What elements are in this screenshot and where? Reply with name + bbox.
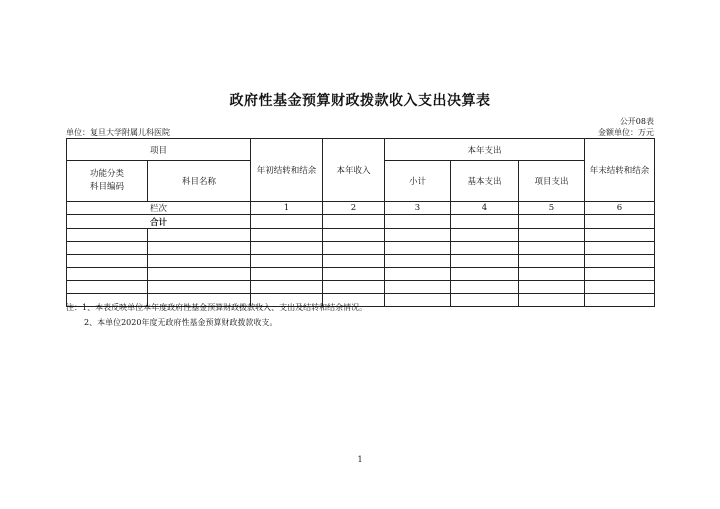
index-col-1: 1 [251, 202, 323, 215]
table-cell [251, 268, 323, 281]
table-cell [385, 255, 451, 268]
header-current-expense: 本年支出 [385, 139, 585, 161]
table-cell [148, 268, 251, 281]
total-row-label: 合计 [67, 215, 251, 229]
table-cell [585, 268, 655, 281]
table-cell [148, 281, 251, 294]
table-cell [323, 255, 385, 268]
table-cell [251, 242, 323, 255]
header-subject-name: 科目名称 [148, 161, 251, 202]
total-cell [385, 215, 451, 229]
table-cell [148, 242, 251, 255]
table-cell [251, 281, 323, 294]
total-cell [251, 215, 323, 229]
page-title: 政府性基金预算财政拨款收入支出决算表 [229, 93, 491, 109]
amount-unit-label: 金额单位：万元 [598, 128, 654, 137]
table-cell [585, 255, 655, 268]
table-cell [67, 268, 148, 281]
table-cell [519, 242, 585, 255]
note-2: 2、本单位2020年度无政府性基金预算财政拨款收支。 [84, 318, 278, 327]
header-function-code-line2: 科目编码 [89, 182, 124, 192]
table-cell [251, 255, 323, 268]
table-cell [451, 294, 519, 307]
table-cell [519, 294, 585, 307]
table-row [67, 255, 655, 268]
index-col-5: 5 [519, 202, 585, 215]
table-cell [585, 229, 655, 242]
table-row [67, 281, 655, 294]
table-cell [585, 242, 655, 255]
header-begin-balance: 年初结转和结余 [251, 139, 323, 202]
table-cell [585, 281, 655, 294]
header-subtotal: 小计 [385, 161, 451, 202]
index-col-6: 6 [585, 202, 655, 215]
header-function-code-line1: 功能分类 [89, 169, 124, 179]
table-cell [451, 281, 519, 294]
index-col-4: 4 [451, 202, 519, 215]
header-end-balance: 年末结转和结余 [585, 139, 655, 202]
table-cell [323, 242, 385, 255]
table-cell [323, 229, 385, 242]
table-row [67, 268, 655, 281]
table-cell [385, 229, 451, 242]
table-cell [67, 242, 148, 255]
header-current-income: 本年收入 [323, 139, 385, 202]
table-cell [519, 255, 585, 268]
total-cell [451, 215, 519, 229]
table-cell [519, 268, 585, 281]
index-col-2: 2 [323, 202, 385, 215]
table-cell [451, 255, 519, 268]
total-cell [519, 215, 585, 229]
table-cell [385, 242, 451, 255]
table-cell [148, 229, 251, 242]
total-cell [585, 215, 655, 229]
table-cell [323, 281, 385, 294]
table-cell [323, 268, 385, 281]
table-cell [519, 229, 585, 242]
table-cell [67, 255, 148, 268]
index-row-label: 栏次 [67, 202, 251, 215]
table-row [67, 242, 655, 255]
table-cell [67, 229, 148, 242]
table-cell [385, 294, 451, 307]
table-cell [148, 255, 251, 268]
header-basic-expense: 基本支出 [451, 161, 519, 202]
header-project-expense: 项目支出 [519, 161, 585, 202]
table-cell [519, 281, 585, 294]
table-cell [451, 229, 519, 242]
page-number: 1 [357, 455, 363, 464]
budget-table [66, 138, 655, 307]
form-code: 公开08表 [619, 117, 654, 126]
note-1: 注：1、本表反映单位本年度政府性基金预算财政拨款收入、支出及结转和结余情况。 [66, 303, 368, 312]
table-cell [451, 242, 519, 255]
total-cell [323, 215, 385, 229]
table-cell [251, 229, 323, 242]
header-project: 项目 [67, 139, 251, 161]
table-cell [385, 268, 451, 281]
unit-label: 单位：复旦大学附属儿科医院 [66, 128, 170, 137]
table-cell [585, 294, 655, 307]
table-row [67, 229, 655, 242]
table-cell [385, 281, 451, 294]
table-cell [451, 268, 519, 281]
header-function-code [67, 161, 148, 202]
table-cell [67, 281, 148, 294]
index-col-3: 3 [385, 202, 451, 215]
